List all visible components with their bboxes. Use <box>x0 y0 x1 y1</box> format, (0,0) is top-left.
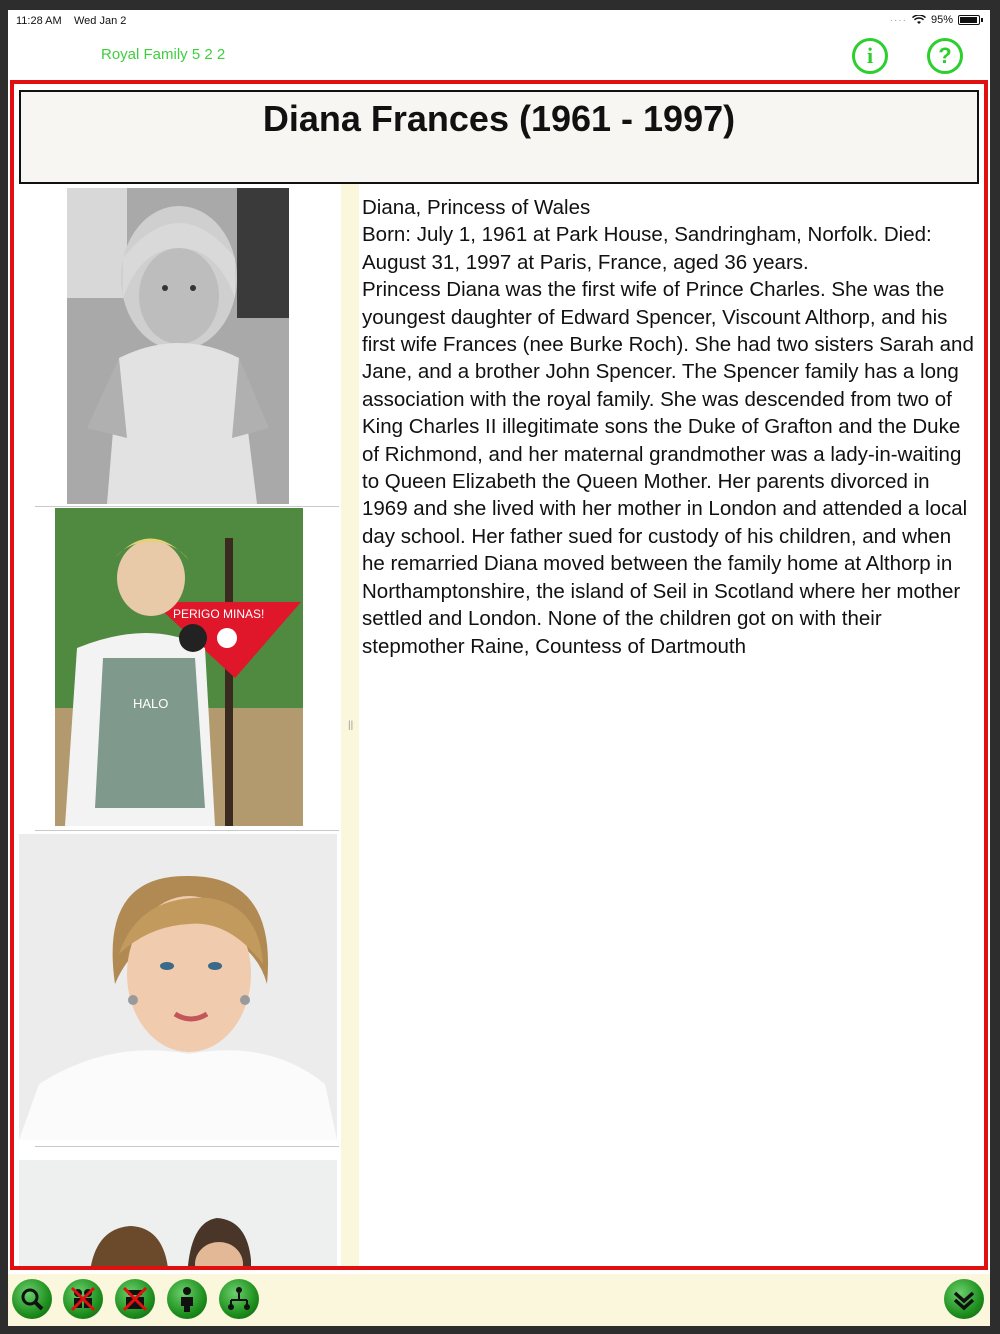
childhood-photo <box>67 188 289 504</box>
landmine-photo <box>55 508 303 826</box>
divider-handle-icon[interactable]: || <box>348 720 354 731</box>
photo-column[interactable] <box>19 184 341 1270</box>
info-icon: i <box>866 43 874 68</box>
bio-paragraph: Born: July 1, 1961 at Park House, Sandringham, Norfolk. Died: August 31, 1997 at Paris, France, aged 36 years. <box>362 223 932 274</box>
person-detail-panel <box>10 80 988 1270</box>
spouse-disabled-button[interactable] <box>63 1279 103 1319</box>
expand-down-button[interactable] <box>944 1279 984 1319</box>
no-children-icon <box>120 1284 150 1314</box>
landmine-photo-art <box>55 508 303 826</box>
vest-text: HALO <box>133 696 169 711</box>
photo-separator <box>35 830 339 831</box>
battery-icon <box>958 15 980 25</box>
photo-separator <box>35 1146 339 1147</box>
help-button[interactable] <box>927 38 963 74</box>
status-right <box>890 14 980 26</box>
no-spouse-icon <box>68 1284 98 1314</box>
split-divider[interactable] <box>341 184 359 1270</box>
search-button[interactable] <box>12 1279 52 1319</box>
photo-separator <box>35 506 339 507</box>
nav-title: Royal Family 5 2 2 <box>101 46 226 63</box>
family-tree-button[interactable] <box>219 1279 259 1319</box>
couple-photo-art <box>19 1160 337 1270</box>
biography-text <box>362 194 974 660</box>
chevron-down-icon <box>949 1284 979 1314</box>
battery-fill <box>960 17 977 23</box>
couple-photo <box>19 1160 337 1270</box>
battery-percent: 95% <box>930 14 953 26</box>
signal-dots-icon: ···· <box>889 14 907 26</box>
sign-text: PERIGO MINAS! <box>173 607 265 621</box>
person-name: Diana Frances (1961 - 1997) <box>262 98 736 139</box>
person-button[interactable] <box>167 1279 207 1319</box>
bio-paragraph: Diana, Princess of Wales <box>362 196 591 219</box>
family-tree-icon <box>224 1284 254 1314</box>
wifi-icon <box>912 15 926 25</box>
portrait-photo <box>19 834 337 1140</box>
children-disabled-button[interactable] <box>115 1279 155 1319</box>
portrait-photo-art <box>19 834 337 1140</box>
bio-paragraph: Princess Diana was the first wife of Prince Charles. She was the youngest daughter of Edward Spencer, Viscount Althorp, and his first wife Frances (nee Burke Roch). She had two sisters Sarah and Jane, and a brother John Spencer. The Spencer family has a long association with the royal family. She was descended from two of King Charles II illegitimate sons the Duke of Grafton and the Duke of Richmond, and her maternal grandmother was a lady-in-waiting to Queen Elizabeth the Queen Mother. Her parents divorced in 1969 and she lived with her mother in London and attended a local day school. Her father sued for custody of his children, and when he remarried Diana moved between the family home at Althorp in Northamptonshire, the island of Seil in Scotland where her mother settled and London. None of the children got on with their stepmother Raine, Countess of Dartmouth <box>362 278 974 658</box>
nav-bar <box>8 34 990 80</box>
search-icon <box>17 1284 47 1314</box>
info-button[interactable] <box>852 38 888 74</box>
childhood-photo-art <box>67 188 289 504</box>
person-icon <box>172 1284 202 1314</box>
help-icon: ? <box>938 43 952 68</box>
status-bar <box>8 10 990 34</box>
app-screen <box>8 10 990 1326</box>
status-date: Wed Jan 2 <box>74 15 127 27</box>
person-header <box>19 90 979 184</box>
status-time: 11:28 AM <box>16 15 62 27</box>
bottom-toolbar <box>8 1274 990 1326</box>
